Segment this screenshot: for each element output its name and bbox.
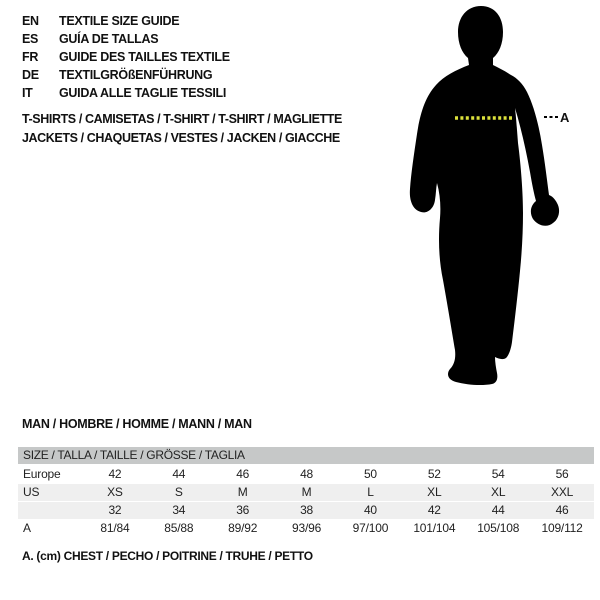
table-cell: L [367, 485, 374, 499]
table-cell: S [174, 485, 183, 499]
table-cell: 38 [300, 503, 314, 517]
category-heading [22, 110, 342, 147]
language-title: GUÍA DE TALLAS [59, 32, 159, 46]
language-row-en [22, 12, 230, 30]
language-guide-list [22, 12, 230, 102]
language-code: IT [22, 86, 33, 100]
row-label: US [23, 485, 40, 499]
table-cell: 56 [555, 467, 569, 481]
row-label: A [23, 521, 31, 535]
table-cell: 42 [108, 467, 122, 481]
table-row [18, 520, 594, 537]
table-cell: M [301, 485, 312, 499]
category-line-jackets: JACKETS / CHAQUETAS / VESTES / JACKEN / GIACCHE [22, 130, 340, 145]
table-row [18, 502, 594, 519]
language-code: ES [22, 32, 39, 46]
table-cell: XS [107, 485, 123, 499]
table-row [18, 484, 594, 501]
table-cell: 36 [236, 503, 250, 517]
table-cell: 93/96 [292, 521, 322, 535]
table-cell: 48 [300, 467, 314, 481]
table-cell: 105/108 [477, 521, 520, 535]
table-cell: 89/92 [228, 521, 258, 535]
category-line-tshirts: T-SHIRTS / CAMISETAS / T-SHIRT / T-SHIRT / MAGLIETTE [22, 112, 342, 126]
table-cell: 52 [427, 467, 441, 481]
table-cell: M [237, 485, 248, 499]
size-table-body [18, 466, 594, 537]
section-title-man: MAN / HOMBRE / HOMME / MANN / MAN [22, 417, 252, 431]
measure-label-a: A [560, 110, 570, 125]
language-title: GUIDA ALLE TAGLIE TESSILI [59, 86, 227, 100]
table-cell: 46 [555, 503, 569, 517]
size-table-header: SIZE / TALLA / TAILLE / GRÖSSE / TAGLIA [18, 447, 594, 464]
table-cell: XL [491, 485, 506, 499]
table-cell: 44 [172, 467, 186, 481]
table-cell: 97/100 [352, 521, 389, 535]
table-cell: 44 [491, 503, 505, 517]
table-cell: 81/84 [100, 521, 130, 535]
language-code: EN [22, 14, 39, 28]
table-cell: 85/88 [164, 521, 194, 535]
table-cell: 34 [172, 503, 186, 517]
man-figure [395, 0, 595, 400]
table-cell: 40 [363, 503, 377, 517]
language-row-es [22, 30, 230, 48]
language-code: DE [22, 68, 39, 82]
man-silhouette [410, 6, 559, 385]
language-row-de [22, 66, 230, 84]
language-row-it [22, 84, 230, 102]
row-label [18, 502, 83, 519]
language-title: TEXTILE SIZE GUIDE [59, 14, 180, 28]
table-cell: XL [427, 485, 442, 499]
table-cell: 32 [108, 503, 122, 517]
table-cell: 46 [236, 467, 250, 481]
chest-footnote: A. (cm) CHEST / PECHO / POITRINE / TRUHE / PETTO [22, 549, 313, 563]
size-table [18, 447, 594, 538]
table-cell: XXL [551, 485, 574, 499]
language-title: TEXTILGRÖßENFÜHRUNG [59, 68, 213, 82]
table-row [18, 466, 594, 483]
language-row-fr [22, 48, 230, 66]
row-label: Europe [23, 467, 61, 481]
table-cell: 42 [427, 503, 441, 517]
table-cell: 101/104 [413, 521, 456, 535]
table-cell: 109/112 [541, 521, 583, 535]
language-title: GUIDE DES TAILLES TEXTILE [59, 50, 230, 64]
language-code: FR [22, 50, 39, 64]
table-cell: 50 [363, 467, 377, 481]
man-silhouette-svg [395, 0, 595, 400]
table-cell: 54 [491, 467, 505, 481]
